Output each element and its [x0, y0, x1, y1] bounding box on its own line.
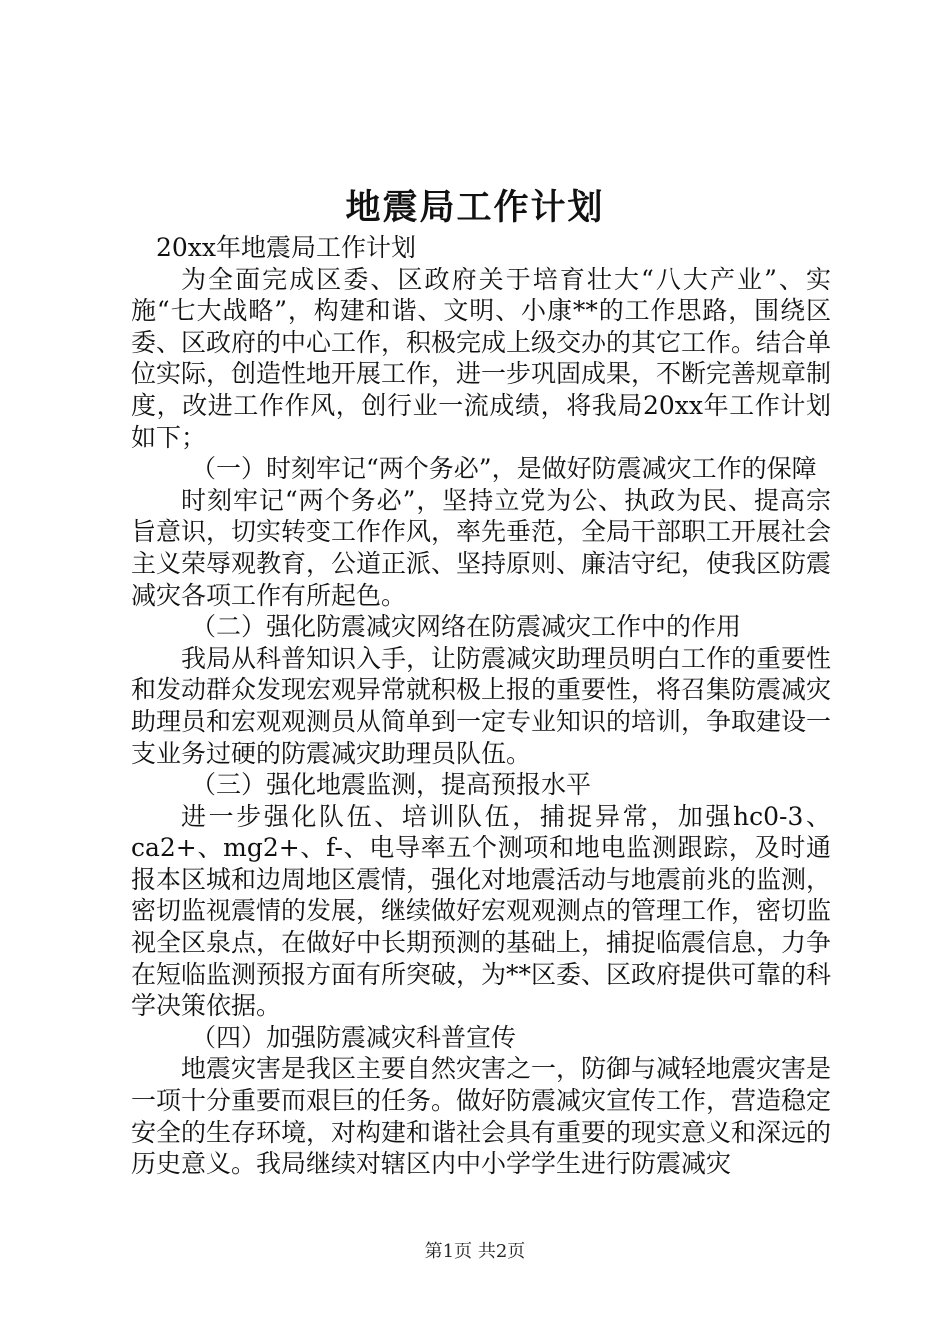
paragraph-section-2: 我局从科普知识入手，让防震减灾助理员明白工作的重要性和发动群众发现宏观异常就积极上报的重要性，将召集防震减灾助理员和宏观观测员从简单到一定专业知识的培训，争取建设一支业务过硬的防震减灾助理员队伍。: [131, 643, 832, 768]
paragraph-plan-year: 20xx年地震局工作计划: [156, 233, 417, 262]
section-heading-4: （四）加强防震减灾科普宣传: [191, 1022, 517, 1052]
paragraph-intro: 为全面完成区委、区政府关于培育壮大“八大产业”、实施“七大战略”，构建和谐、文明、小康**的工作思路，围绕区委、区政府的中心工作，积极完成上级交办的其它工作。结合单位实际，创造性地开展工作，进一步巩固成果，不断完善规章制度，改进工作作风，创行业一流成绩，将我局20xx年工作计划如下；: [131, 264, 832, 452]
section-heading-3: （三）强化地震监测，提高预报水平: [191, 770, 592, 800]
document-body: [131, 232, 831, 1180]
page-footer: 第1页 共2页: [424, 1241, 526, 1262]
section-heading-1: （一）时刻牢记“两个务必”，是做好防震减灾工作的保障: [191, 454, 817, 484]
paragraph-section-4: 地震灾害是我区主要自然灾害之一，防御与减轻地震灾害是一项十分重要而艰巨的任务。做好防震减灾宣传工作，营造稳定安全的生存环境，对构建和谐社会具有重要的现实意义和深远的历史意义。我局继续对辖区内中小学学生进行防震减灾: [131, 1054, 832, 1179]
paragraph-section-1: 时刻牢记“两个务必”，坚持立党为公、执政为民、提高宗旨意识，切实转变工作作风，率先垂范，全局干部职工开展社会主义荣辱观教育，公道正派、坚持原则、廉洁守纪，使我区防震减灾各项工作有所起色。: [131, 485, 832, 610]
section-heading-2: （二）强化防震减灾网络在防震减灾工作中的作用: [191, 612, 742, 642]
document-title: 地震局工作计划: [345, 187, 605, 228]
paragraph-section-3: 进一步强化队伍、培训队伍，捕捉异常，加强hc0-3、ca2+、mg2+、f-、电导率五个测项和地电监测跟踪，及时通报本区城和边周地区震情，强化对地震活动与地震前兆的监测，密切监视震情的发展，继续做好宏观观测点的管理工作，密切监视全区泉点，在做好中长期预测的基础上，捕捉临震信息，力争在短临监测预报方面有所突破，为**区委、区政府提供可靠的科学决策依据。: [131, 801, 832, 1021]
